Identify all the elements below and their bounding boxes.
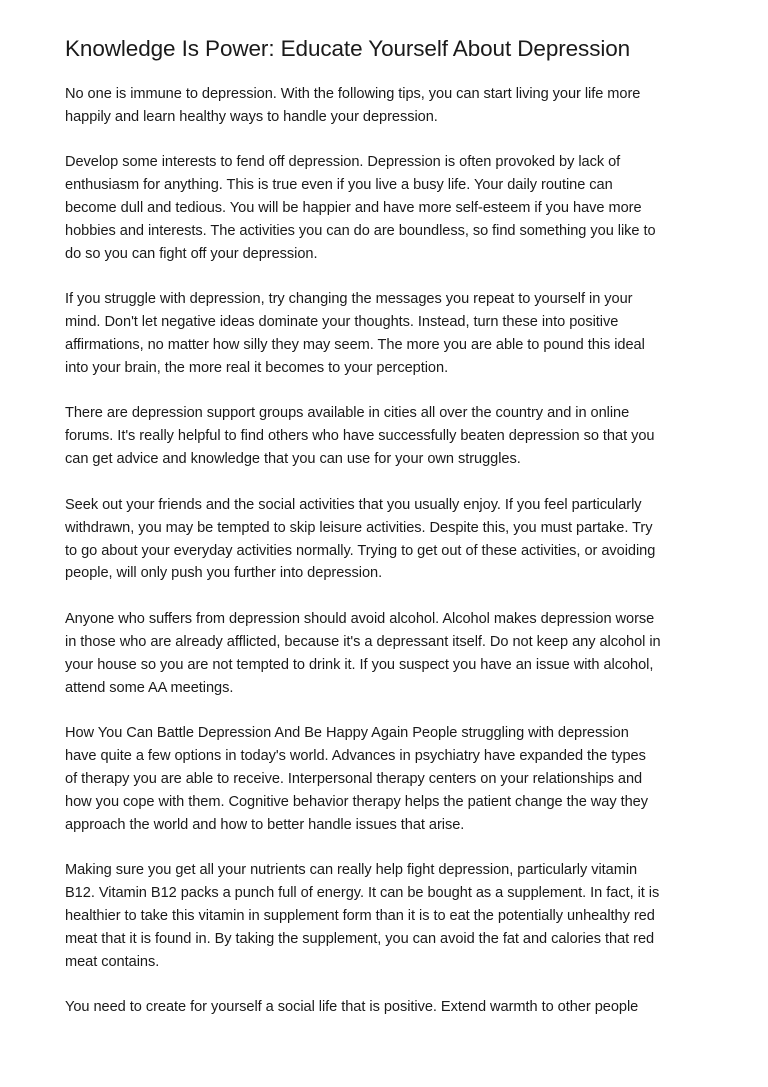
paragraph-social-life [65, 996, 705, 1019]
text-line: hobbies and interests. The activities you can do are boundless, so find something you like to [65, 223, 656, 240]
paragraph-intro [65, 83, 705, 129]
paragraph-support-groups [65, 402, 705, 471]
paragraph-interests [65, 151, 705, 266]
text-line: If you struggle with depression, try changing the messages you repeat to yourself in your [65, 291, 633, 308]
text-line: to go about your everyday activities normally. Trying to get out of these activities, or avoiding [65, 542, 656, 559]
text-line: withdrawn, you may be tempted to skip leisure activities. Despite this, you must partake. Try [65, 519, 653, 536]
text-line: have quite a few options in today's world. Advances in psychiatry have expanded the types [65, 747, 646, 764]
text-line: Anyone who suffers from depression should avoid alcohol. Alcohol makes depression worse [65, 610, 655, 627]
text-line: happily and learn healthy ways to handle your depression. [65, 108, 438, 125]
text-line: forums. It's really helpful to find others who have successfully beaten depression so that you [65, 428, 655, 445]
text-line: meat contains. [65, 953, 160, 970]
text-line: No one is immune to depression. With the following tips, you can start living your life more [65, 86, 641, 102]
text-line: attend some AA meetings. [65, 679, 234, 696]
paragraph-nutrients [65, 859, 705, 974]
text-line: enthusiasm for anything. This is true even if you live a busy life. Your daily routine can [65, 177, 613, 194]
text-line: mind. Don't let negative ideas dominate your thoughts. Instead, turn these into positive [65, 314, 619, 331]
text-line: Seek out your friends and the social activities that you usually enjoy. If you feel particularly [65, 496, 642, 513]
text-line: of therapy you are able to receive. Interpersonal therapy centers on your relationships and [65, 770, 643, 787]
text-line: can get advice and knowledge that you can use for your own struggles. [65, 451, 521, 468]
text-line: Making sure you get all your nutrients can really help fight depression, particularly vitamin [65, 861, 638, 878]
text-line: become dull and tedious. You will be happier and have more self-esteem if you have more [65, 200, 642, 217]
paragraph-therapy [65, 722, 705, 837]
text-line: your house so you are not tempted to drink it. If you suspect you have an issue with alcohol, [65, 656, 654, 673]
text-line: There are depression support groups available in cities all over the country and in online [65, 405, 630, 422]
paragraph-friends [65, 494, 705, 586]
text-line: meat that it is found in. By taking the supplement, you can avoid the fat and calories that red [65, 930, 655, 947]
page-title: Knowledge Is Power: Educate Yourself About Depression [65, 36, 631, 61]
text-line: healthier to take this vitamin in supplement form than it is to eat the potentially unhealthy red [65, 907, 655, 924]
text-line: B12. Vitamin B12 packs a punch full of energy. It can be bought as a supplement. In fact, it is [65, 884, 660, 901]
text-line: approach the world and how to better handle issues that arise. [65, 816, 465, 833]
text-line: how you cope with them. Cognitive behavior therapy helps the patient change the way they [65, 793, 648, 810]
paragraph-messages [65, 288, 705, 380]
text-line: You need to create for yourself a social life that is positive. Extend warmth to other people [65, 999, 639, 1015]
text-line: into your brain, the more real it becomes to your perception. [65, 360, 449, 377]
text-line: do so you can fight off your depression. [65, 245, 318, 262]
text-line: affirmations, no matter how silly they may seem. The more you are able to pound this ideal [65, 337, 645, 354]
text-line: people, will only push you further into depression. [65, 565, 383, 582]
text-line: How You Can Battle Depression And Be Happy Again People struggling with depression [65, 724, 629, 741]
text-line: Develop some interests to fend off depression. Depression is often provoked by lack of [65, 154, 621, 171]
paragraph-alcohol [65, 608, 705, 700]
text-line: in those who are already afflicted, because it's a depressant itself. Do not keep any alcohol in [65, 633, 661, 650]
